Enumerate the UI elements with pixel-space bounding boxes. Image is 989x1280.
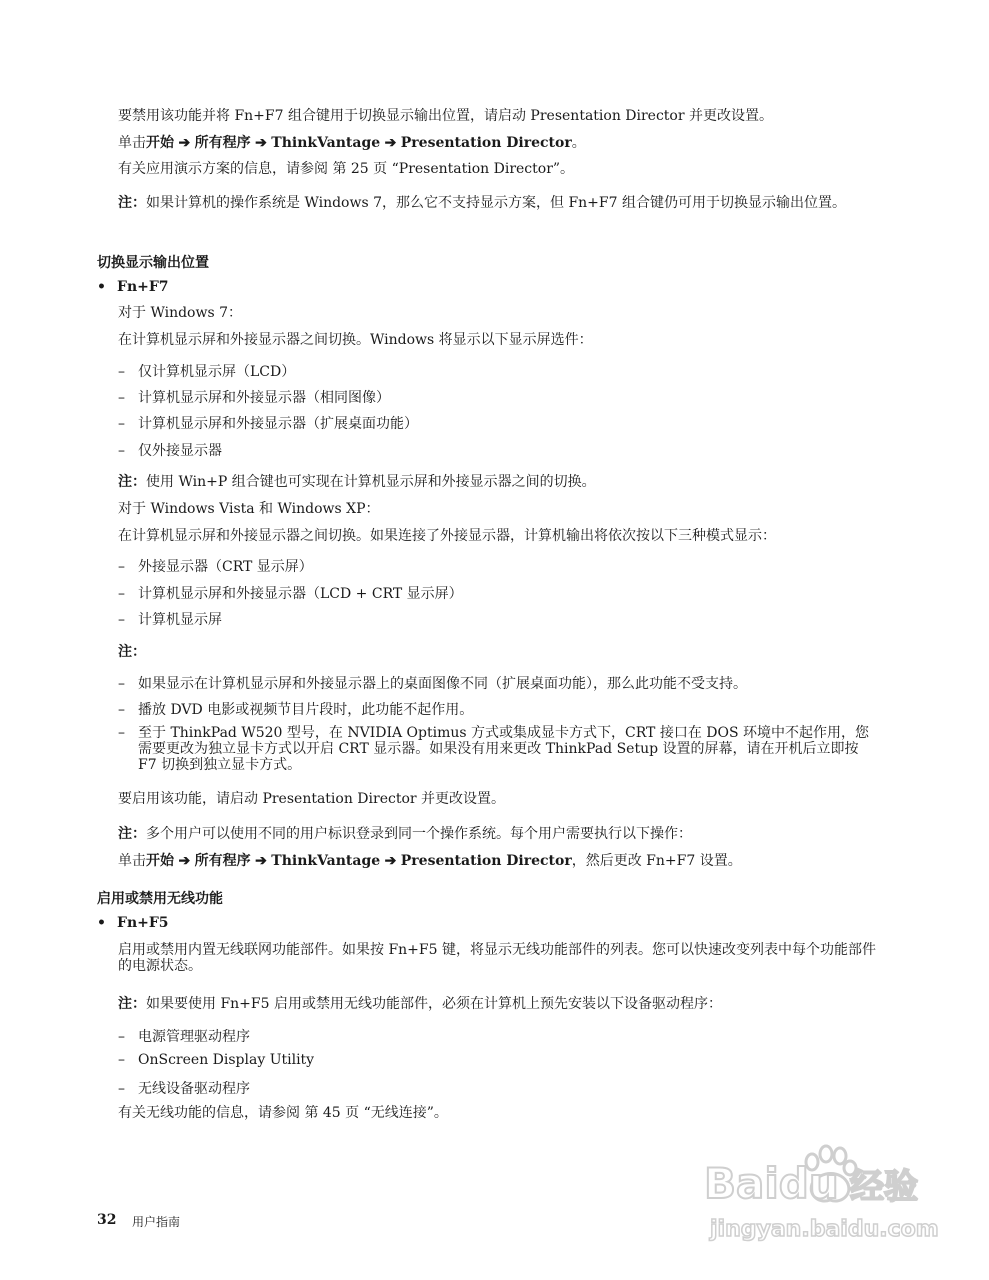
wireless-ref: 有关无线功能的信息，请参阅 第 45 页 “无线连接”。 [118,1105,448,1121]
list-item: – 至于 ThinkPad W520 型号，在 NVIDIA Optimus 方式或集成显卡方式下，CRT 接口在 DOS 环境中不起作用，您需要更改为独立显卡方式以开启 CRT 显示器。如果没有用来更改 ThinkPad Setup 设置的屏幕，请在开机后立即按 F7 切换到独立显卡方式。 [118,725,870,773]
list-item: – 计算机显示屏和外接显示器（LCD + CRT 显示屏） [118,586,463,602]
wireless-desc: 启用或禁用内置无线联网功能部件。如果按 Fn+F5 键，将显示无线功能部件的列表。您可以快速改变列表中每个功能部件的电源状态。 [118,942,876,974]
path-line: 单击开始 ➔ 所有程序 ➔ ThinkVantage ➔ Presentation Director，然后更改 Fn+F7 设置。 [118,853,742,869]
vista-label: 对于 Windows Vista 和 Windows XP： [118,501,380,517]
note-win-p: 注：使用 Win+P 组合键也可实现在计算机显示屏和外接显示器之间的切换。 [118,474,596,490]
intro-note: 注：如果计算机的操作系统是 Windows 7，那么它不支持显示方案，但 Fn+F7 组合键仍可用于切换显示输出位置。 [118,195,846,211]
list-item: – OnScreen Display Utility [118,1052,315,1068]
footer-title: 用户指南 [132,1215,181,1229]
paw-icon [700,1140,940,1250]
list-item: – 计算机显示屏和外接显示器（相同图像） [118,390,390,406]
intro-line-3: 有关应用演示方案的信息，请参阅 第 25 页 “Presentation Director”。 [118,161,575,177]
bullet-dot-icon: • [97,915,106,931]
note-multi-user: 注：多个用户可以使用不同的用户标识登录到同一个操作系统。每个用户需要执行以下操作： [118,826,692,842]
list-item: – 仅外接显示器 [118,443,222,459]
list-item: – 电源管理驱动程序 [118,1029,250,1045]
svg-text:jingyan.baidu.com: jingyan.baidu.com [710,1217,939,1242]
intro-line-1: 要禁用该功能并将 Fn+F7 组合键用于切换显示输出位置，请启动 Presentation Director 并更改设置。 [118,108,774,124]
bullet-fn-f5: • Fn+F5 [97,915,169,931]
list-item: – 计算机显示屏和外接显示器（扩展桌面功能） [118,416,418,432]
list-item: – 外接显示器（CRT 显示屏） [118,559,313,575]
baidu-watermark [700,1140,940,1250]
page-number: 32 [97,1212,117,1228]
vista-desc: 在计算机显示屏和外接显示器之间切换。如果连接了外接显示器，计算机输出将依次按以下三种模式显示： [118,528,776,544]
list-item: – 计算机显示屏 [118,612,222,628]
win7-label: 对于 Windows 7： [118,305,243,321]
bullet-fn-f7: • Fn+F7 [97,279,169,295]
section-heading-wireless: 启用或禁用无线功能 [97,891,223,907]
list-item: – 仅计算机显示屏（LCD） [118,364,296,380]
bullet-dot-icon: • [97,279,106,295]
intro-path-line: 单击开始 ➔ 所有程序 ➔ ThinkVantage ➔ Presentation Director。 [118,135,586,151]
note-wireless: 注：如果要使用 Fn+F5 启用或禁用无线功能部件，必须在计算机上预先安装以下设备驱动程序： [118,996,722,1012]
win7-desc: 在计算机显示屏和外接显示器之间切换。Windows 将显示以下显示屏选件： [118,332,593,348]
list-item: – 无线设备驱动程序 [118,1081,250,1097]
list-item: – 如果显示在计算机显示屏和外接显示器上的桌面图像不同（扩展桌面功能），那么此功能不受支持。 [118,676,747,692]
note2-label: 注： [118,644,146,660]
enable-text: 要启用该功能，请启动 Presentation Director 并更改设置。 [118,791,506,807]
svg-text:Baidu: Baidu [704,1159,839,1208]
svg-text:经验: 经验 [850,1167,918,1207]
section-heading-switch-display: 切换显示输出位置 [97,255,209,271]
list-item: – 播放 DVD 电影或视频节目片段时，此功能不起作用。 [118,702,474,718]
